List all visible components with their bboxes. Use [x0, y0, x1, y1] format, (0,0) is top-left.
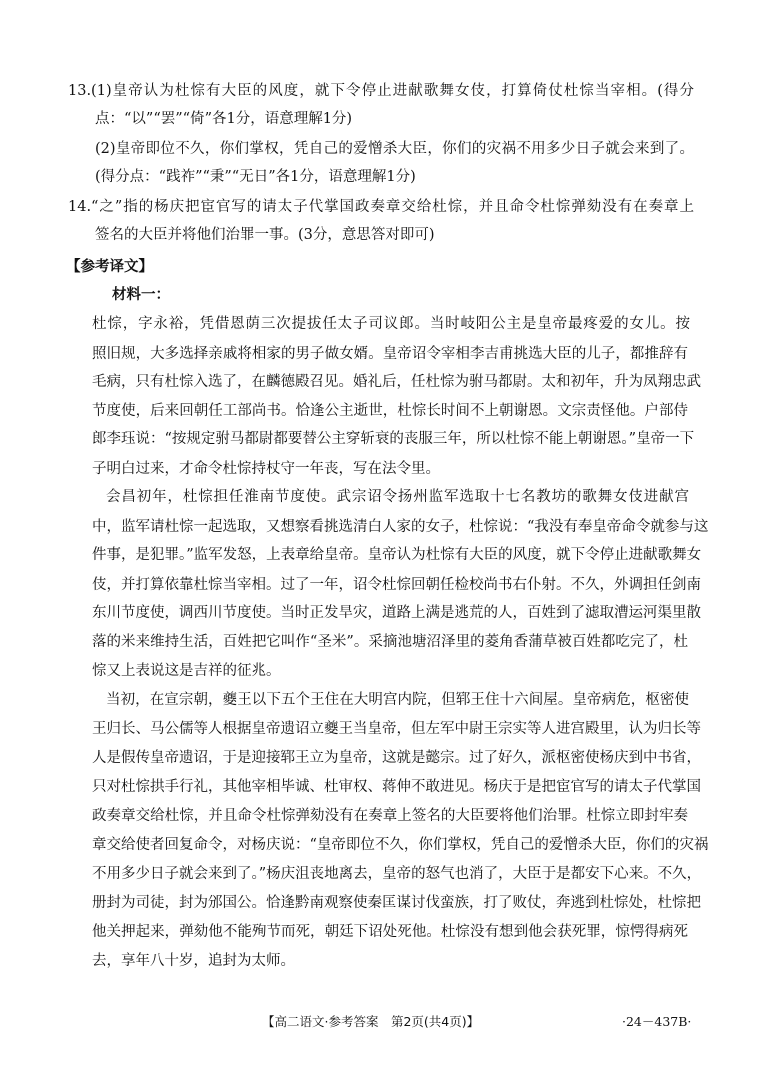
paragraph-2-line: 件事，是犯罪。”监军发怒，上表章给皇帝。皇帝认为杜悰有大臣的风度，就下令停止进献歌舞女 — [92, 547, 702, 563]
paragraph-1-line: 子明白过来，才命令杜悰持杖守一年丧，写在法令里。 — [92, 461, 440, 477]
paragraph-3-line: 册封为司徒，封为邠国公。恰逢黔南观察使秦匡谋讨伐蛮族，打了败仗，奔逃到杜悰处，杜悰把 — [92, 895, 701, 911]
paragraph-1-line: 杜悰，字永裕，凭借恩荫三次提拔任太子司议郎。当时岐阳公主是皇帝最疼爱的女儿。按 — [92, 316, 690, 332]
paragraph-3-line: 章交给使者回复命令，对杨庆说：“皇帝即位不久，你们掌权，凭自己的爱憎杀大臣，你们的灾祸 — [92, 837, 709, 853]
paragraph-3-line: 政奏章交给杜悰，并且命令杜悰弹劾没有在奏章上签名的大臣要将他们治罪。杜悰立即封牢奏 — [92, 808, 688, 824]
paragraph-2-line: 东川节度使，调西川节度使。当时正发旱灾，道路上满是逃荒的人，百姓到了滤取漕运河渠里散 — [92, 605, 701, 621]
answer-14-line-1: 14.“之”指的杨庆把宦官写的请太子代掌国政奏章交给杜悰，并且命令杜悰弹劾没有在奏章上 — [68, 199, 694, 215]
answer-13-1-line-2: 点：“以”“罢”“倚”各1分，语意理解1分) — [95, 111, 353, 127]
paragraph-3-line: 他关押起来，弹劾他不能殉节而死，朝廷下诏处死他。杜悰没有想到他会获死罪，惊愕得病死 — [92, 924, 688, 940]
page-footer-code: ·24－437B· — [622, 1014, 692, 1029]
paragraph-2-line: 中，监军请杜悰一起选取，又想察看挑选清白人家的女子，杜悰说：“我没有奉皇帝命令就参与这 — [92, 519, 709, 535]
translation-heading: 【参考译文】 — [66, 259, 153, 275]
paragraph-3-line: 去，享年八十岁，追封为太师。 — [92, 953, 295, 969]
page-footer-title: 【高二语文·参考答案 第2页(共4页)】 — [262, 1014, 480, 1029]
answer-13-2-line-2: (得分点：“践祚”“秉”“无日”各1分，语意理解1分) — [95, 169, 416, 185]
paragraph-2-line: 伎，并打算依靠杜悰当宰相。过了一年，诏令杜悰回朝任检校尚书右仆射。不久，外调担任剑南 — [92, 577, 701, 593]
paragraph-3-line: 不用多少日子就会来到了。”杨庆沮丧地离去，皇帝的怒气也消了，大臣于是都安下心来。不久， — [92, 866, 702, 882]
paragraph-3-line: 只对杜悰拱手行礼，其他宰相毕诚、杜审权、蒋伸不敢进见。杨庆于是把宦官写的请太子代掌国 — [92, 779, 701, 795]
answer-13-2-line-1: (2)皇帝即位不久，你们掌权，凭自己的爱憎杀大臣，你们的灾祸不用多少日子就会来到了。 — [95, 141, 694, 157]
paragraph-2-line: 落的米来维持生活，百姓把它叫作“圣米”。采摘池塘沼泽里的菱角香蒲草被百姓都吃完了，杜 — [92, 634, 688, 650]
paragraph-2-line: 悰又上表说这是吉祥的征兆。 — [92, 663, 281, 679]
paragraph-1-line: 节度使，后来回朝任工部尚书。恰逢公主逝世，杜悰长时间不上朝谢恩。文宗责怪他。户部侍 — [92, 403, 688, 419]
paragraph-2-line: 会昌初年，杜悰担任淮南节度使。武宗诏令扬州监军选取十七名教坊的歌舞女伎进献宫 — [106, 489, 689, 505]
material-label: 材料一： — [112, 287, 170, 303]
answer-14-line-2: 签名的大臣并将他们治罪一事。(3分，意思答对即可) — [95, 227, 435, 243]
paragraph-3-line: 王归长、马公儒等人根据皇帝遗诏立夔王当皇帝，但左军中尉王宗实等人进宫殿里，认为归长等 — [92, 721, 701, 737]
paragraph-1-line: 毛病，只有杜悰入选了，在麟德殿召见。婚礼后，任杜悰为驸马都尉。太和初年，升为凤翔忠武 — [92, 374, 701, 390]
paragraph-1-line: 照旧规，大多选择亲戚将相家的男子做女婿。皇帝诏令宰相李吉甫挑选大臣的儿子，都推辞有 — [92, 346, 688, 362]
paragraph-3-line: 当初，在宣宗朝，夔王以下五个王住在大明宫内院，但郓王住十六间屋。皇帝病危，枢密使 — [106, 692, 689, 708]
paragraph-1-line: 郎李珏说：“按规定驸马都尉都要替公主穿斩衰的丧服三年，所以杜悰不能上朝谢恩。”皇帝一下 — [92, 431, 695, 447]
answer-13-1-line-1: 13.(1)皇帝认为杜悰有大臣的风度，就下令停止进献歌舞女伎，打算倚仗杜悰当宰相。(得分 — [68, 83, 694, 99]
paragraph-3-line: 人是假传皇帝遗诏，于是迎接郓王立为皇帝，这就是懿宗。过了好久，派枢密使杨庆到中书省， — [92, 750, 701, 766]
